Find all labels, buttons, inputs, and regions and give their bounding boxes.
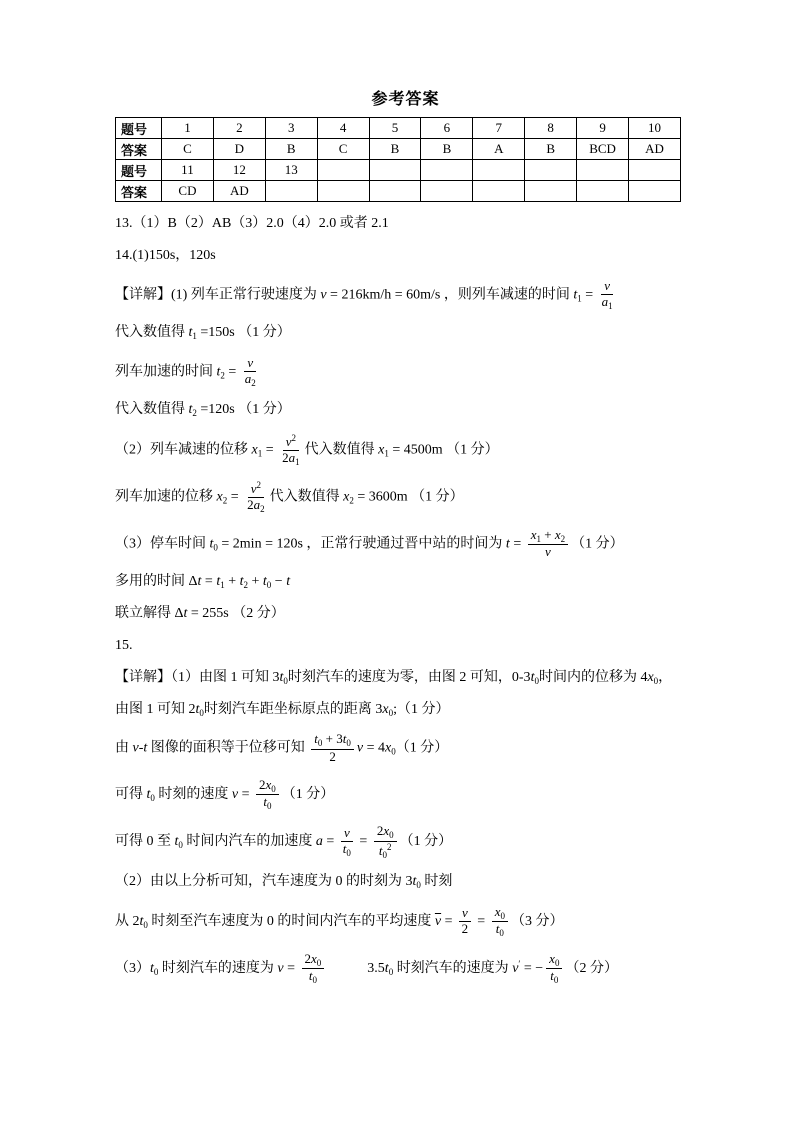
answer-cell: 9 [577, 118, 629, 139]
text-run: 14.(1)150s，120s [115, 247, 216, 263]
text-run: 时刻至汽车速度为 0 的时间内汽车的平均速度 [147, 914, 435, 930]
solution-line [115, 324, 696, 343]
text-run: = 4 [363, 740, 385, 756]
answer-cell: CD [162, 181, 214, 202]
answer-cell: 10 [629, 118, 681, 139]
answer-cell: 13 [265, 160, 317, 181]
text-run: ;（1 分） [393, 701, 450, 717]
math-variable: v [343, 825, 350, 841]
math-variable: t [262, 573, 267, 589]
math-variable: t [143, 740, 148, 756]
answer-cell [265, 181, 317, 202]
solution-line [115, 605, 696, 624]
answer-cell [577, 160, 629, 181]
text-run: 0 [316, 957, 322, 968]
text-run: 1 [577, 293, 582, 304]
solution-line [115, 247, 696, 266]
math-variable: x [554, 526, 561, 542]
text-run: 0 [500, 910, 505, 921]
text-run: 0 [266, 579, 272, 590]
math-variable: v [132, 740, 139, 756]
math-variable: v [320, 287, 327, 303]
text-run: 3.5 [367, 960, 385, 976]
text-run: 可得 [115, 786, 147, 802]
solution-line [115, 701, 696, 720]
text-run: 1 [384, 448, 389, 459]
text-run: = 216km/h = 60m/s ，则列车减速的时间 [326, 287, 574, 303]
answer-cell: BCD [577, 139, 629, 160]
text-run: 0 [178, 840, 183, 851]
text-run: 0 [391, 746, 396, 757]
text-run: = [238, 786, 254, 802]
text-run: 代入数值得 [304, 442, 379, 458]
text-run: 2 [260, 504, 265, 515]
fraction [243, 356, 258, 388]
text-run: = [509, 536, 525, 552]
text-run: 1 [295, 457, 300, 468]
text-run: = 3600m （1 分） [353, 489, 464, 505]
page-title: 参考答案 [371, 91, 440, 108]
math-variable: v [250, 481, 257, 497]
text-run: 0 [271, 783, 276, 794]
text-run: 0 [346, 848, 351, 859]
text-run: = [201, 573, 217, 589]
answer-cell [421, 181, 473, 202]
math-variable: t [239, 573, 244, 589]
text-run: 0 [312, 975, 317, 985]
math-variable: t [195, 701, 200, 717]
math-variable: x [378, 442, 385, 458]
text-run: 2 [349, 495, 354, 506]
text-run: + [248, 573, 263, 589]
text-run: = [441, 914, 457, 930]
answer-cell: 1 [162, 118, 214, 139]
text-run: 时间内的位移为 4 [538, 669, 648, 685]
text-run: =150s （1 分） [196, 325, 291, 341]
text-run: 多用的时间 Δ [115, 573, 198, 589]
answer-cell: 3 [265, 118, 317, 139]
row-label-cell: 答案 [116, 139, 162, 160]
answer-table-row [116, 118, 681, 139]
text-run: 时刻汽车距坐标原点的距离 3 [203, 701, 383, 717]
math-variable: t [279, 669, 284, 685]
row-label-cell: 答案 [116, 181, 162, 202]
math-variable: t [209, 536, 214, 552]
text-run: 【详解】(1) 列车正常行驶速度为 [115, 287, 321, 303]
math-variable: t [216, 364, 221, 380]
solution-line [115, 528, 696, 560]
math-variable: a [244, 370, 252, 386]
text-run: （1 分） [281, 786, 335, 802]
text-run: = 4500m （1 分） [388, 442, 499, 458]
fraction [341, 826, 353, 858]
text-run: = [227, 489, 243, 505]
fraction [374, 824, 397, 860]
answer-cell [317, 160, 369, 181]
text-run: 2 [329, 748, 336, 764]
fraction [492, 905, 508, 939]
text-run: 0 [266, 801, 272, 812]
text-run: 由图 1 可知 2 [115, 701, 196, 717]
math-variable: t [573, 287, 578, 303]
math-variable: v [247, 354, 254, 370]
math-variable: x [530, 526, 537, 542]
answer-cell [317, 181, 369, 202]
math-variable: v [512, 960, 519, 976]
text-run: ′ [518, 958, 521, 969]
text-run: = 255s （2 分） [187, 605, 285, 621]
math-variable: t [188, 325, 193, 341]
answer-cell [369, 181, 421, 202]
answer-cell [525, 181, 577, 202]
text-run: = − [520, 960, 544, 976]
text-run: 1 [536, 533, 541, 544]
text-run: （2）由以上分析可知，汽车速度为 0 的时刻为 3 [115, 874, 413, 890]
text-run: 1 [192, 331, 197, 342]
math-variable: x [647, 669, 654, 685]
answer-cell: AD [629, 139, 681, 160]
solution-line [115, 952, 696, 986]
text-run: 时刻汽车的速度为 [158, 960, 278, 976]
answer-cell [421, 160, 473, 181]
answer-cell [369, 160, 421, 181]
text-run: - [138, 740, 144, 756]
solution-lines [115, 215, 696, 985]
math-variable: t [216, 573, 221, 589]
math-variable: a [601, 293, 609, 309]
answer-cell [525, 160, 577, 181]
solution-line [115, 279, 696, 311]
math-variable: t [342, 731, 347, 747]
math-variable: v [231, 786, 239, 802]
text-run: （3 分） [510, 914, 564, 930]
text-run: = [283, 960, 299, 976]
text-run: 代入数值得 [115, 402, 189, 418]
solution-line [115, 573, 696, 592]
answer-table-row [116, 139, 681, 160]
math-variable: v [462, 905, 468, 921]
fraction [311, 732, 354, 764]
text-run: 0 [499, 928, 504, 939]
fraction [600, 279, 615, 311]
text-run: 2 [304, 950, 312, 966]
answer-cell [577, 181, 629, 202]
math-variable: t [384, 960, 389, 976]
text-run: 2 [259, 776, 266, 792]
answer-cell [629, 181, 681, 202]
math-variable: t [308, 968, 313, 983]
answer-cell: 2 [213, 118, 265, 139]
answer-cell: C [317, 139, 369, 160]
math-variable: x [385, 740, 392, 756]
answer-cell: C [162, 139, 214, 160]
math-variable: v [604, 277, 611, 293]
text-run: 0 [554, 957, 560, 968]
text-run: （1 分） [571, 536, 624, 552]
math-variable: v [277, 960, 284, 976]
fraction [302, 952, 325, 986]
fraction [245, 480, 267, 514]
text-run: = [262, 442, 278, 458]
text-run: 时间内汽车的加速度 [182, 834, 316, 850]
text-run: 列车加速的时间 [115, 364, 217, 380]
text-run: 2 [192, 408, 197, 419]
answer-cell: B [525, 139, 577, 160]
math-variable: v [545, 544, 551, 560]
text-run: 1 [257, 448, 263, 459]
fraction [256, 778, 279, 812]
math-variable: $\overline{v}$ [434, 914, 442, 930]
text-run: 15. [115, 637, 133, 653]
text-run: 13.（1）B（2）AB（3）2.0（4）2.0 或者 2.1 [115, 216, 389, 231]
answer-cell: 6 [421, 118, 473, 139]
text-run: − [271, 573, 287, 589]
math-variable: v [285, 434, 292, 450]
text-run: ， [658, 669, 673, 685]
math-variable: x [216, 489, 223, 505]
text-run: 2 [387, 841, 392, 852]
math-variable: t [139, 914, 144, 930]
text-run: + [541, 526, 555, 542]
solution-line [115, 637, 696, 656]
text-run: 2 [376, 823, 384, 839]
answer-table [115, 117, 681, 202]
math-variable: t [174, 834, 179, 850]
text-run: 0 [388, 966, 394, 977]
text-run: 0 [389, 830, 394, 841]
math-variable: x [382, 701, 389, 717]
solution-line [115, 480, 696, 514]
text-run: 代入数值得 [115, 325, 189, 341]
answer-table-body [116, 118, 681, 202]
answer-cell [473, 160, 525, 181]
answer-cell: D [213, 139, 265, 160]
text-run: 0 [553, 975, 559, 985]
row-label-cell: 题号 [116, 118, 162, 139]
text-run: （2 分） [565, 960, 618, 976]
text-run: （3）停车时间 [115, 536, 210, 552]
answer-cell: A [473, 139, 525, 160]
text-run: 由 [115, 740, 133, 756]
math-variable: t [550, 968, 554, 983]
text-run: 0 [653, 675, 659, 686]
text-run: 0 [143, 920, 148, 931]
answer-cell [473, 181, 525, 202]
text-run: 0 [153, 966, 159, 977]
text-run: 2 [282, 450, 289, 466]
text-run: = [355, 834, 371, 850]
fraction [459, 906, 471, 937]
answer-table-row [116, 160, 681, 181]
text-run: 2 [222, 495, 228, 506]
text-run: = [224, 364, 240, 380]
solution-line [115, 732, 696, 764]
text-run: 0 [283, 675, 288, 686]
math-variable: t [495, 921, 500, 937]
text-run: 2 [461, 921, 469, 937]
text-run: 2 [560, 533, 566, 544]
math-variable: x [494, 903, 501, 919]
answer-cell: 5 [369, 118, 421, 139]
fraction [528, 528, 568, 560]
text-run: 0 [416, 880, 421, 891]
answer-cell: B [265, 139, 317, 160]
math-variable: a [253, 497, 261, 513]
text-run: 时刻汽车的速度为 [393, 960, 513, 976]
text-run: （2）列车减速的位移 [115, 442, 252, 458]
fraction [280, 433, 302, 467]
text-run: 1 [608, 300, 613, 311]
text-run: 时刻的速度 [154, 786, 232, 802]
text-run: （1 分） [399, 834, 453, 850]
text-run: 2 [251, 377, 256, 388]
text-run: 0 [199, 707, 204, 718]
text-run: 2 [247, 497, 254, 513]
text-run: （1 分） [395, 740, 449, 756]
text-run: 0 [346, 738, 351, 749]
math-variable: x [251, 442, 258, 458]
answer-cell: B [369, 139, 421, 160]
solution-line [115, 778, 696, 812]
text-run: 从 2 [115, 914, 140, 930]
text-run: 0 [388, 707, 394, 718]
text-run: 2 [256, 480, 262, 491]
text-run: 2 [243, 579, 248, 590]
answer-cell [629, 160, 681, 181]
text-run: 列车加速的位移 [115, 489, 217, 505]
fraction [546, 952, 562, 986]
text-run: + 3 [322, 731, 343, 747]
math-variable: t [314, 731, 318, 747]
math-variable: t [378, 842, 383, 858]
math-variable: a [288, 450, 296, 466]
solution-line [115, 905, 696, 939]
math-variable: x [383, 823, 390, 839]
answer-cell: AD [213, 181, 265, 202]
math-variable: x [265, 776, 272, 792]
text-run: （3） [115, 960, 150, 976]
text-run: 2 [220, 370, 225, 381]
text-run: + [224, 573, 240, 589]
solution-line [115, 824, 696, 860]
answer-cell: B [421, 139, 473, 160]
math-variable: t [263, 794, 267, 810]
text-run: 0 [317, 738, 323, 749]
solution-line [115, 215, 696, 234]
text-run: 图像的面积等于位移可知 [147, 740, 309, 756]
solution-line [115, 873, 696, 892]
text-run: 1 [220, 579, 225, 590]
text-run: = [322, 834, 338, 850]
answer-cell: 7 [473, 118, 525, 139]
text-run: 代入数值得 [269, 489, 344, 505]
text-run: = [581, 287, 597, 303]
answer-cell: 12 [213, 160, 265, 181]
math-variable: t [342, 841, 347, 857]
text-run: = [473, 914, 489, 930]
math-variable: x [311, 950, 317, 966]
math-variable: t [412, 874, 417, 890]
text-run: 0 [150, 792, 155, 803]
text-run: 时刻 [420, 874, 453, 890]
text-run: 可得 0 至 [115, 834, 175, 850]
math-variable: a [315, 834, 323, 850]
text-run: 0 [534, 675, 539, 686]
math-variable: t [150, 960, 154, 976]
text-run: = 2min = 120s ，正常行驶通过晋中站的时间为 [217, 536, 506, 552]
math-variable: t [530, 669, 535, 685]
text-run: 联立解得 Δ [115, 605, 184, 621]
answer-cell: 4 [317, 118, 369, 139]
solution-line [115, 356, 696, 388]
solution-line [115, 433, 696, 467]
text-run: 【详解】（1）由图 1 可知 3 [115, 669, 280, 685]
answer-table-row [116, 181, 681, 202]
solution-line [115, 401, 696, 420]
text-run: 时刻汽车的速度为零，由图 2 可知，0-3 [287, 669, 531, 685]
math-variable: t [505, 536, 510, 552]
text-run: 0 [382, 849, 388, 860]
math-variable: t [183, 605, 188, 621]
math-variable: t [286, 573, 291, 589]
text-run: 0 [213, 542, 218, 553]
answer-cell: 11 [162, 160, 214, 181]
text-run: =120s （1 分） [196, 402, 291, 418]
solution-line [115, 669, 696, 688]
math-variable: t [188, 402, 193, 418]
math-variable: v [356, 740, 364, 756]
math-variable: x [343, 489, 350, 505]
math-variable: x [549, 950, 555, 966]
text-run: 2 [291, 433, 297, 444]
math-variable: t [146, 786, 151, 802]
row-label-cell: 题号 [116, 160, 162, 181]
answer-cell: 8 [525, 118, 577, 139]
math-variable: t [197, 573, 202, 589]
